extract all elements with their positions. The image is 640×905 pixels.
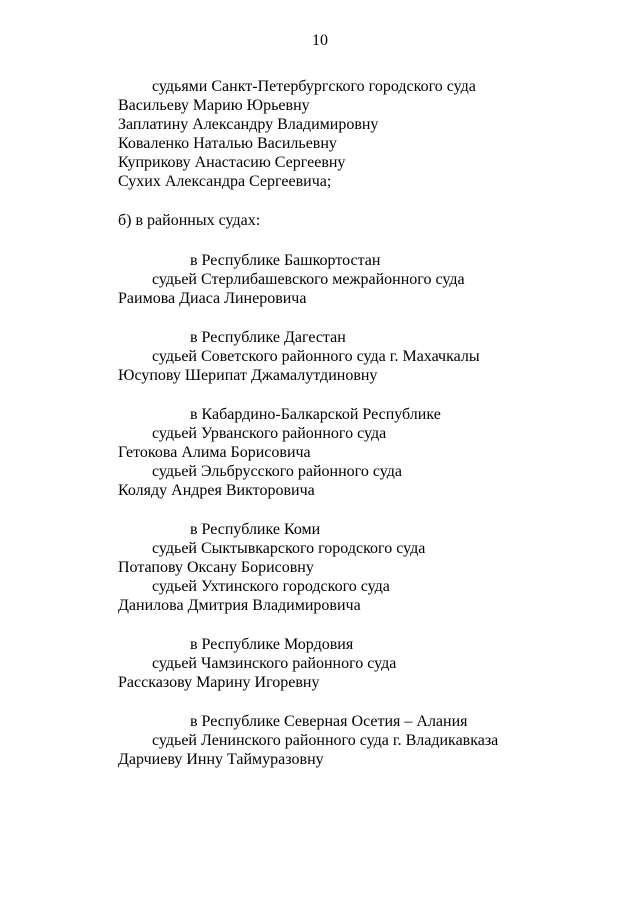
region-heading: в Республике Коми <box>190 521 321 538</box>
section-heading-district: б) в районных судах: <box>118 212 261 229</box>
judge-name: Сухих Александра Сергеевича; <box>118 173 332 190</box>
court-heading: судьей Ленинского районного суда г. Владикавказа <box>152 732 499 749</box>
court-heading: судьей Урванского районного суда <box>152 425 387 442</box>
court-heading: судьей Эльбрусского районного суда <box>152 463 402 480</box>
judge-name: Коваленко Наталью Васильевну <box>118 135 337 152</box>
court-heading: судьей Советского районного суда г. Махачкалы <box>152 348 480 365</box>
judge-name: Гетокова Алима Борисовича <box>118 444 311 461</box>
judge-name: Заплатину Александру Владимировну <box>118 116 379 133</box>
judge-name: Рассказову Марину Игоревну <box>118 674 320 691</box>
judge-name: Данилова Дмитрия Владимировича <box>118 597 361 614</box>
court-heading-spb: судьями Санкт-Петербургского городского суда <box>152 78 476 95</box>
judge-name: Дарчиеву Инну Таймуразовну <box>118 751 324 768</box>
court-heading: судьей Стерлибашевского межрайонного суда <box>152 271 465 288</box>
judge-name: Куприкову Анастасию Сергеевну <box>118 154 346 171</box>
judge-name: Раимова Диаса Линеровича <box>118 290 307 307</box>
region-heading: в Республике Северная Осетия – Алания <box>190 713 468 730</box>
judge-name: Юсупову Шерипат Джамалутдиновну <box>118 367 378 384</box>
page-number: 10 <box>312 32 328 49</box>
region-heading: в Республике Мордовия <box>190 636 354 653</box>
judge-name: Коляду Андрея Викторовича <box>118 482 315 499</box>
region-heading: в Республике Дагестан <box>190 329 346 346</box>
judge-name: Потапову Оксану Борисовну <box>118 559 314 576</box>
court-heading: судьей Сыктывкарского городского суда <box>152 540 426 557</box>
region-heading: в Кабардино-Балкарской Республике <box>190 406 441 423</box>
judge-name: Васильеву Марию Юрьевну <box>118 97 310 114</box>
court-heading: судьей Чамзинского районного суда <box>152 655 397 672</box>
region-heading: в Республике Башкортостан <box>190 252 381 269</box>
court-heading: судьей Ухтинского городского суда <box>152 578 390 595</box>
